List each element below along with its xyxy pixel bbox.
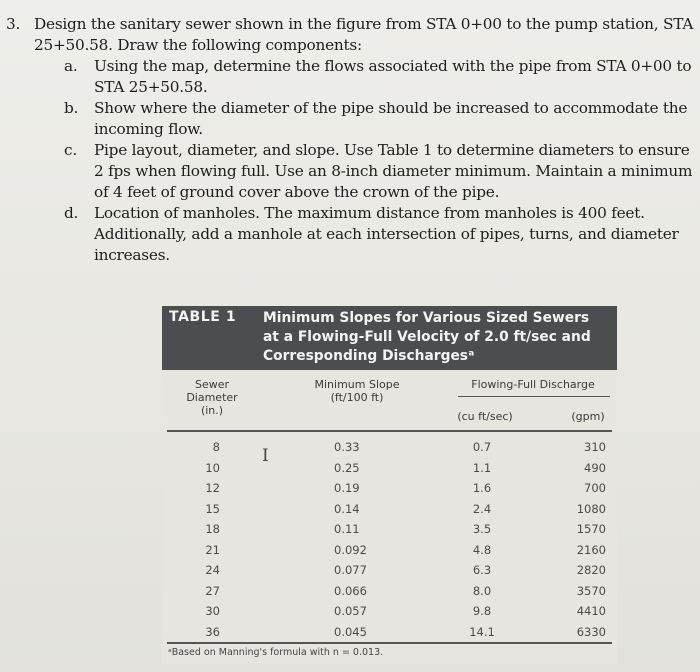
table-row <box>162 437 617 458</box>
bottom-rule <box>167 642 612 644</box>
flow-header-rule <box>458 396 610 397</box>
cell-slope: 0.14 <box>334 501 360 516</box>
cell-gpm: 1080 <box>576 501 606 516</box>
problem-item-c <box>64 140 696 203</box>
table-1 <box>162 306 617 664</box>
table-row <box>162 499 617 520</box>
cell-gpm: 3570 <box>576 583 606 598</box>
item-text: Show where the diameter of the pipe should be increased to accommodate the incoming flow. <box>94 99 688 138</box>
table-row <box>162 622 617 643</box>
cell-gpm: 6330 <box>576 624 606 639</box>
cell-diameter: 10 <box>205 460 220 475</box>
cell-diameter: 24 <box>205 563 220 577</box>
cell-slope: 0.077 <box>334 563 367 577</box>
cell-cfs: 4.8 <box>472 542 492 557</box>
cell-diameter: 12 <box>205 481 220 495</box>
cell-slope: 0.066 <box>334 583 367 598</box>
cell-gpm: 700 <box>584 481 606 495</box>
problem-statement <box>6 14 696 266</box>
cell-diameter: 36 <box>205 624 220 639</box>
cell-slope: 0.11 <box>334 522 360 536</box>
problem-item-b <box>64 98 696 140</box>
cell-slope: 0.19 <box>334 481 360 495</box>
item-text: Location of manholes. The maximum distance from manholes is 400 feet. Additionally, add a manhole at each intersection of pipes, turns, and diameter increases. <box>94 204 679 264</box>
problem-text: Design the sanitary sewer shown in the figure from STA 0+00 to the pump station, STA 25+50.58. Draw the following components: <box>34 15 694 54</box>
cell-diameter: 18 <box>205 522 220 536</box>
cell-cfs: 8.0 <box>472 583 492 598</box>
table-footnote: ᵃBased on Manning's formula with n = 0.013. <box>168 647 384 658</box>
col-header-cfs: (cu ft/sec) <box>457 410 513 423</box>
cell-diameter: 15 <box>205 501 220 516</box>
problem-header <box>6 14 696 56</box>
table-label: TABLE 1 <box>169 309 237 325</box>
col-header-gpm: (gpm) <box>571 410 605 423</box>
cell-cfs: 1.6 <box>472 481 492 495</box>
cell-diameter: 21 <box>205 542 220 557</box>
table-row <box>162 540 617 561</box>
item-text: Using the map, determine the flows associated with the pipe from STA 0+00 to STA 25+50.58. <box>94 57 692 96</box>
cell-gpm: 2820 <box>576 563 606 577</box>
text-cursor-icon: I <box>262 446 269 466</box>
col-header-flow: Flowing-Full Discharge <box>471 378 595 391</box>
cell-diameter: 30 <box>205 604 220 618</box>
col-header-slope: Minimum Slope (ft/100 ft) <box>314 378 400 404</box>
cell-gpm: 310 <box>584 440 606 454</box>
table-title: Minimum Slopes for Various Sized Sewers at a Flowing-Full Velocity of 2.0 ft/sec and Corresponding Dischargesᵃ <box>263 310 591 364</box>
cell-cfs: 3.5 <box>472 522 492 536</box>
cell-cfs: 0.7 <box>472 440 492 454</box>
table-row <box>162 458 617 479</box>
cell-gpm: 1570 <box>576 522 606 536</box>
table-rows <box>162 437 617 642</box>
cell-cfs: 2.4 <box>472 501 492 516</box>
cell-cfs: 1.1 <box>472 460 492 475</box>
table-row <box>162 601 617 622</box>
cell-slope: 0.25 <box>334 460 360 475</box>
col-header-diameter: Sewer Diameter (in.) <box>186 378 238 417</box>
cell-slope: 0.057 <box>334 604 367 618</box>
item-text: Pipe layout, diameter, and slope. Use Table 1 to determine diameters to ensure 2 fps when flowing full. Use an 8-inch diameter minimum. Maintain a minimum of 4 feet of ground cover above the crown of the pipe. <box>94 141 693 201</box>
cell-cfs: 6.3 <box>472 563 492 577</box>
table-row <box>162 581 617 602</box>
header-rule <box>167 430 612 432</box>
cell-cfs: 14.1 <box>469 624 495 639</box>
item-letter: b. <box>64 99 79 117</box>
problem-item-a <box>64 56 696 98</box>
cell-slope: 0.045 <box>334 624 367 639</box>
problem-item-d <box>64 203 696 266</box>
cell-slope: 0.092 <box>334 542 367 557</box>
cell-diameter: 27 <box>205 583 220 598</box>
problem-number: 3. <box>6 15 21 33</box>
cell-cfs: 9.8 <box>472 604 492 618</box>
item-letter: d. <box>64 204 79 222</box>
table-header <box>162 306 617 370</box>
item-letter: c. <box>64 141 77 159</box>
table-row <box>162 478 617 499</box>
table-row <box>162 560 617 581</box>
cell-gpm: 2160 <box>576 542 606 557</box>
table-body <box>162 370 617 664</box>
item-letter: a. <box>64 57 78 75</box>
cell-gpm: 4410 <box>576 604 606 618</box>
cell-diameter: 8 <box>212 440 220 454</box>
cell-gpm: 490 <box>584 460 606 475</box>
table-row <box>162 519 617 540</box>
cell-slope: 0.33 <box>334 440 360 454</box>
